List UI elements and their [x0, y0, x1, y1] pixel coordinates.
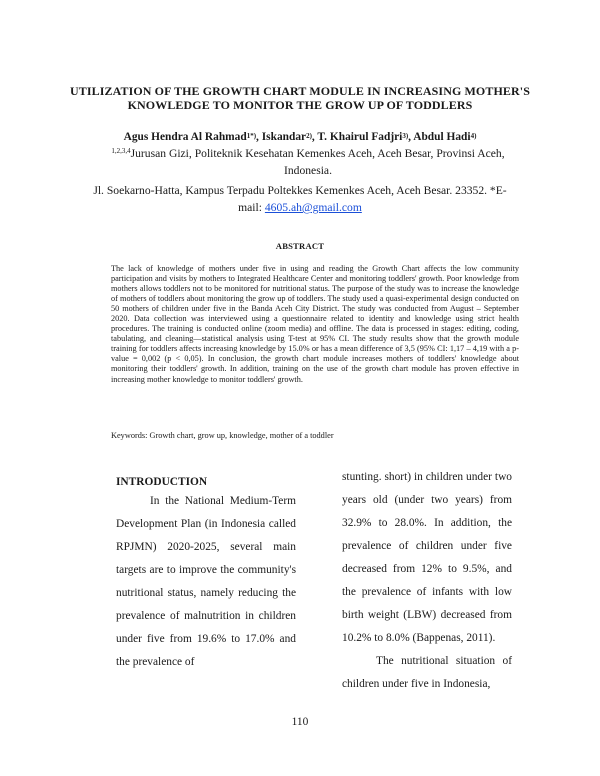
paragraph: In the National Medium-Term Development Plan (in Indonesia called RPJMN) 2020-2025, several main targets are to improve the community's nutritional status, namely reducing the prevalence of malnutrition in children under five from 19.6% to 17.0% and the prevalence of [116, 495, 296, 668]
author-name: T. Khairul Fadjri [317, 131, 403, 143]
paragraph: stunting. short) in children under two years old (under two years) from 32.9% to 28.0%. In addition, the prevalence of children under five decreased from 12% to 9.5%, and the prevalence of infants with low birth weight (LBW) decreased from 10.2% to 8.0% (Bappenas, 2011). [342, 471, 512, 644]
address-text: Jl. Soekarno-Hatta, Kampus Terpadu Poltekkes Kemenkes Aceh, Aceh Besar. 23352. *E-mail: [93, 184, 507, 214]
author-name: Abdul Hadi [413, 131, 471, 143]
author-name: Agus Hendra Al Rahmad [123, 131, 247, 143]
author-mark: 3) [402, 132, 409, 140]
address [86, 182, 514, 216]
keywords: Keywords: Growth chart, grow up, knowledge, mother of a toddler [111, 431, 334, 440]
abstract-heading: ABSTRACT [275, 241, 325, 251]
affiliation [98, 145, 518, 179]
author-mark: 4) [470, 132, 477, 140]
author-sep: , [408, 131, 414, 143]
author-sep: , [256, 131, 262, 143]
right-column [342, 466, 512, 696]
paper-title: UTILIZATION OF THE GROWTH CHART MODULE IN INCREASING MOTHER'S KNOWLEDGE TO MONITOR THE GROW UP OF TODDLERS [70, 84, 530, 112]
abstract-body: The lack of knowledge of mothers under five in using and reading the Growth Chart affects the low community participation and visits by mothers to Integrated Healthcare Center and monitoring toddlers' growth. Poor knowledge from mothers allows toddlers not to be monitored for nutritional status. The purpose of the study was to increase the knowledge of mothers of toddlers about monitoring the grow up of toddlers. The study used a quasi-experimental design conducted on 50 mothers of children under five in the Banda Aceh City District. The study was conducted from August – September 2020. Data collection was interviewed using a questionnaire related to identity and knowledge using strict health procedures. The training is conducted online (zoom media) and offline. The data is processed in stages: editing, coding, tabulating, and cleaning—statistical analysis using T-test at 95% CI. The study results show that the growth module training for toddlers affects increasing knowledge by 15.0% or has a mean difference of 3,5 (95% CI: 1,17 – 4,19 with a p-value = 0,002 (p < 0,05). In conclusion, the growth chart module increases mothers of toddlers' knowledge about monitoring their toddlers' growth. In addition, training on the use of the growth chart module has proven effective in increasing mother knowledge to monitor toddlers' growth. [111, 264, 519, 384]
section-heading: INTRODUCTION [116, 476, 208, 488]
left-column [116, 474, 296, 674]
author-name: Iskandar [261, 131, 307, 143]
paragraph: The nutritional situation of children under five in Indonesia, [342, 655, 512, 690]
author-list [60, 131, 540, 144]
author-sep: , [311, 131, 318, 143]
email-link[interactable]: 4605.ah@gmail.com [264, 201, 362, 214]
author-mark: 1*) [246, 132, 257, 140]
affiliation-mark: 1,2,3,4 [111, 147, 131, 155]
affiliation-text: Jurusan Gizi, Politeknik Kesehatan Kemenkes Aceh, Aceh Besar, Provinsi Aceh, Indonesia. [130, 147, 505, 177]
author-mark: 2) [306, 132, 312, 140]
page-number: 110 [291, 716, 309, 728]
